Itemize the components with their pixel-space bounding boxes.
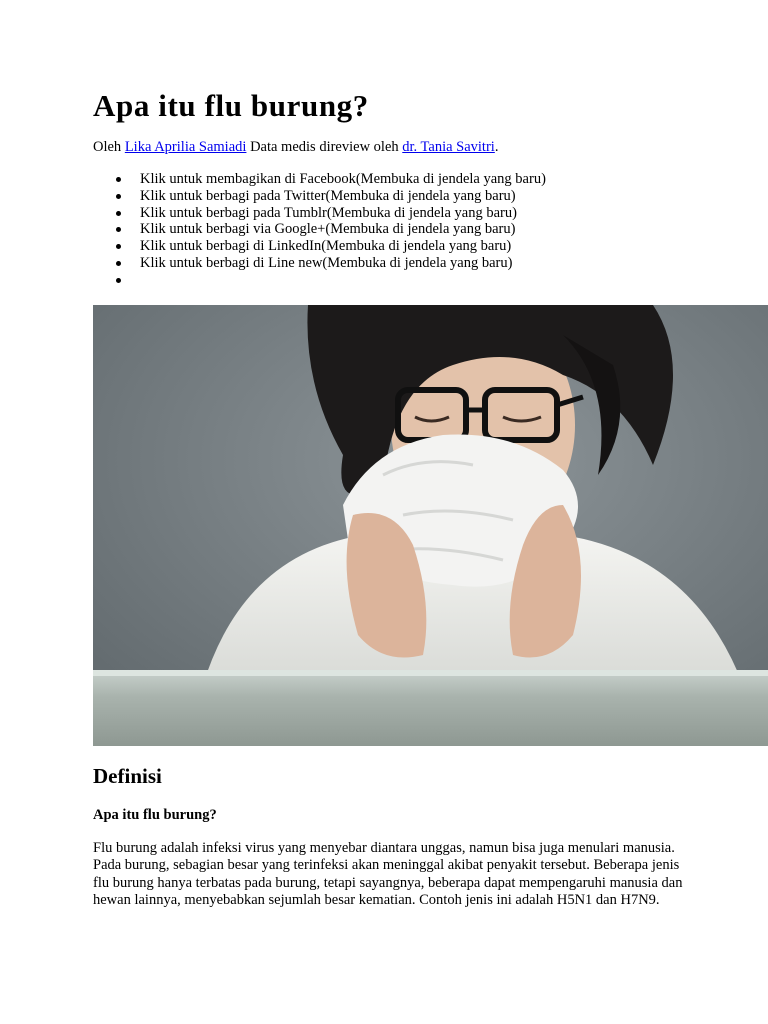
byline xyxy=(93,138,498,156)
byline-middle: Data medis direview oleh xyxy=(250,139,399,155)
share-item-empty xyxy=(93,272,546,289)
share-label[interactable]: Klik untuk berbagi di Line new(Membuka di jendela yang baru) xyxy=(140,254,513,271)
share-label[interactable]: Klik untuk berbagi via Google+(Membuka di jendela yang baru) xyxy=(140,221,516,238)
share-links-list xyxy=(93,171,546,289)
byline-prefix: Oleh xyxy=(93,139,122,155)
bullet-icon xyxy=(116,278,121,283)
bullet-icon xyxy=(116,261,121,266)
bullet-icon xyxy=(116,211,121,216)
page-title: Apa itu flu burung? xyxy=(93,88,369,123)
bullet-icon xyxy=(116,227,121,232)
share-item-line[interactable] xyxy=(93,255,546,272)
sneezing-person-image xyxy=(93,305,768,746)
share-item-twitter[interactable] xyxy=(93,188,546,205)
share-item-linkedin[interactable] xyxy=(93,238,546,255)
subheading: Apa itu flu burung? xyxy=(93,807,217,823)
section-heading: Definisi xyxy=(93,764,162,788)
definition-paragraph: Flu burung adalah infeksi virus yang menyebar diantara unggas, namun bisa juga menulari manusia. Pada burung, sebagian besar yang terinfeksi akan meninggal akibat penyakit tersebut. Beberapa jenis flu burung hanya terbatas pada burung, tetapi sayangnya, beberapa dapat mempengaruhi manusia dan hewan lainnya, menyebabkan sejumlah besar kematian. Contoh jenis ini adalah H5N1 dan H7N9. xyxy=(93,840,683,909)
share-item-facebook[interactable] xyxy=(93,171,546,188)
reviewer-link[interactable]: dr. Tania Savitri xyxy=(402,139,495,155)
author-link[interactable]: Lika Aprilia Samiadi xyxy=(124,139,247,155)
share-label[interactable]: Klik untuk berbagi pada Twitter(Membuka di jendela yang baru) xyxy=(140,187,516,204)
article-photo xyxy=(93,305,768,746)
bullet-icon xyxy=(116,194,121,199)
share-label[interactable]: Klik untuk berbagi pada Tumblr(Membuka di jendela yang baru) xyxy=(140,204,517,221)
share-label[interactable]: Klik untuk membagikan di Facebook(Membuka di jendela yang baru) xyxy=(140,171,546,187)
share-item-tumblr[interactable] xyxy=(93,205,546,222)
share-label[interactable]: Klik untuk berbagi di LinkedIn(Membuka di jendela yang baru) xyxy=(140,238,512,255)
share-item-google-plus[interactable] xyxy=(93,221,546,238)
bullet-icon xyxy=(116,244,121,249)
byline-suffix: . xyxy=(494,139,499,155)
bullet-icon xyxy=(116,177,121,182)
